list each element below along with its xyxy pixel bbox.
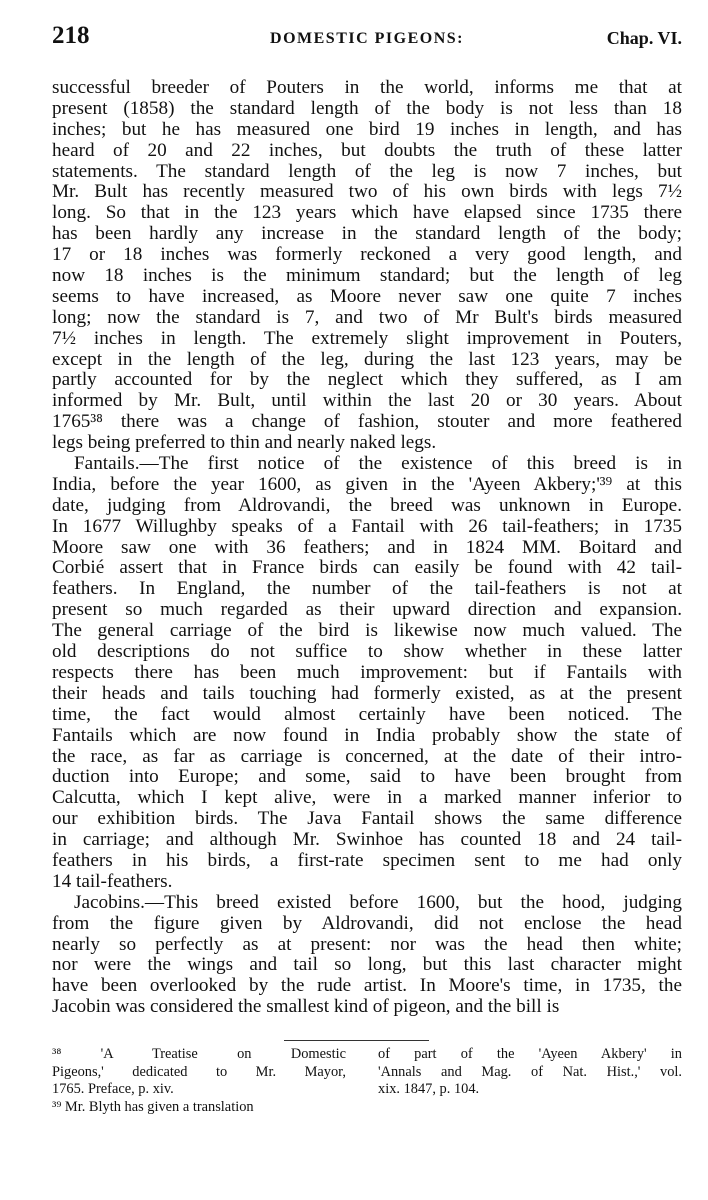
text-line: long; now the standard is 7, and two of Mr Bult's birds measured bbox=[52, 306, 682, 328]
text-line: date, judging from Aldrovandi, the breed was unknown in Europe. bbox=[52, 494, 682, 516]
text-line: our exhibition birds. The Java Fantail shows the same difference bbox=[52, 808, 682, 830]
text-line: 7½ inches in length. The extremely slight improvement in Pouters, bbox=[52, 327, 682, 349]
text-line: legs being preferred to thin and nearly naked legs. bbox=[52, 432, 437, 454]
text-line: feathers in his birds, a first-rate specimen sent to me had only bbox=[52, 849, 682, 871]
text-line: Fantails which are now found in India probably show the state of bbox=[52, 724, 682, 746]
footnotes-right-column bbox=[378, 1046, 682, 1099]
text-line: nor were the wings and tail so long, but this last character might bbox=[52, 954, 682, 976]
footnote-line: ³⁸ 'A Treatise on Domestic bbox=[52, 1046, 346, 1062]
text-line: present (1858) the standard length of the body is not less than 18 bbox=[52, 97, 682, 119]
text-line: India, before the year 1600, as given in the 'Ayeen Akbery;'³⁹ at this bbox=[52, 473, 682, 495]
footnote-rule bbox=[284, 1040, 429, 1041]
text-line: Calcutta, which I kept alive, were in a marked manner inferior to bbox=[52, 787, 682, 809]
page-number: 218 bbox=[52, 22, 90, 49]
text-line: except in the length of the leg, during the last 123 years, may be bbox=[52, 348, 682, 370]
footnote-line: xix. 1847, p. 104. bbox=[378, 1081, 480, 1097]
footnote-line: 'Annals and Mag. of Nat. Hist.,' vol. bbox=[378, 1063, 682, 1080]
text-line: from the figure given by Aldrovandi, did not enclose the head bbox=[52, 912, 682, 934]
text-line: Mr. Bult has recently measured two of his own birds with legs 7½ bbox=[52, 181, 682, 203]
text-line: time, the fact would almost certainly have been noticed. The bbox=[52, 703, 682, 725]
text-line: feathers. In England, the number of the tail-feathers is not at bbox=[52, 578, 682, 600]
text-line: their heads and tails touching had formerly existed, as at the present bbox=[52, 682, 682, 704]
text-line: seems to have increased, as Moore never saw one quite 7 inches bbox=[52, 285, 682, 307]
text-line: present so much regarded as their upward direction and expansion. bbox=[52, 599, 682, 621]
text-line: successful breeder of Pouters in the world, informs me that at bbox=[52, 77, 682, 98]
text-line: nearly so perfectly as at present: nor was the head then white; bbox=[52, 933, 682, 955]
text-line: informed by Mr. Bult, until within the last 20 or 30 years. About bbox=[52, 390, 682, 412]
chapter-label: Chap. VI. bbox=[606, 28, 682, 48]
page-header bbox=[52, 22, 682, 56]
text-line: old descriptions do not suffice to show whether in these latter bbox=[52, 641, 682, 663]
text-line: has been hardly any increase in the standard length of the body; bbox=[52, 223, 682, 245]
footnote-line: Pigeons,' dedicated to Mr. Mayor, bbox=[52, 1063, 346, 1080]
text-line: have been overlooked by the rude artist. In Moore's time, in 1735, the bbox=[52, 975, 682, 997]
text-line: in carriage; and although Mr. Swinhoe has counted 18 and 24 tail- bbox=[52, 829, 682, 851]
text-line: Jacobin was considered the smallest kind of pigeon, and the bill is bbox=[52, 996, 560, 1018]
footnote-line: ³⁹ Mr. Blyth has given a translation bbox=[52, 1098, 254, 1115]
text-line: the race, as far as carriage is concerned, at the date of their intro- bbox=[52, 745, 682, 767]
text-line: 1765³⁸ there was a change of fashion, stouter and more feathered bbox=[52, 411, 682, 433]
text-line: In 1677 Willughby speaks of a Fantail with 26 tail-feathers; in 1735 bbox=[52, 515, 682, 537]
running-title: DOMESTIC PIGEONS: bbox=[270, 30, 464, 47]
body-text bbox=[52, 78, 682, 1018]
text-line: respects there has been much improvement: but if Fantails with bbox=[52, 661, 682, 683]
text-line: 14 tail-feathers. bbox=[52, 870, 173, 892]
text-line: partly accounted for by the neglect which they suffered, as I am bbox=[52, 369, 682, 391]
text-line: Fantails.—The first notice of the existence of this breed is in bbox=[74, 453, 682, 475]
footnote-line: of part of the 'Ayeen Akbery' in bbox=[378, 1046, 682, 1062]
text-line: Corbié assert that in France birds can easily be found with 42 tail- bbox=[52, 557, 682, 579]
text-line: now 18 inches is the minimum standard; but the length of leg bbox=[52, 265, 682, 287]
text-line: duction into Europe; and some, said to have been brought from bbox=[52, 766, 682, 788]
text-line: heard of 20 and 22 inches, but doubts the truth of these latter bbox=[52, 139, 682, 161]
text-line: statements. The standard length of the leg is now 7 inches, but bbox=[52, 160, 682, 182]
footnote-line: 1765. Preface, p. xiv. bbox=[52, 1081, 174, 1097]
footnotes-left-column bbox=[52, 1046, 346, 1116]
text-line: 17 or 18 inches was formerly reckoned a very good length, and bbox=[52, 244, 682, 266]
text-line: The general carriage of the bird is likewise now much valued. The bbox=[52, 620, 682, 642]
text-line: Moore saw one with 36 feathers; and in 1824 MM. Boitard and bbox=[52, 536, 682, 558]
text-line: inches; but he has measured one bird 19 inches in length, and has bbox=[52, 118, 682, 140]
text-line: long. So that in the 123 years which have elapsed since 1735 there bbox=[52, 202, 682, 224]
text-line: Jacobins.—This breed existed before 1600, but the hood, judging bbox=[74, 891, 682, 913]
